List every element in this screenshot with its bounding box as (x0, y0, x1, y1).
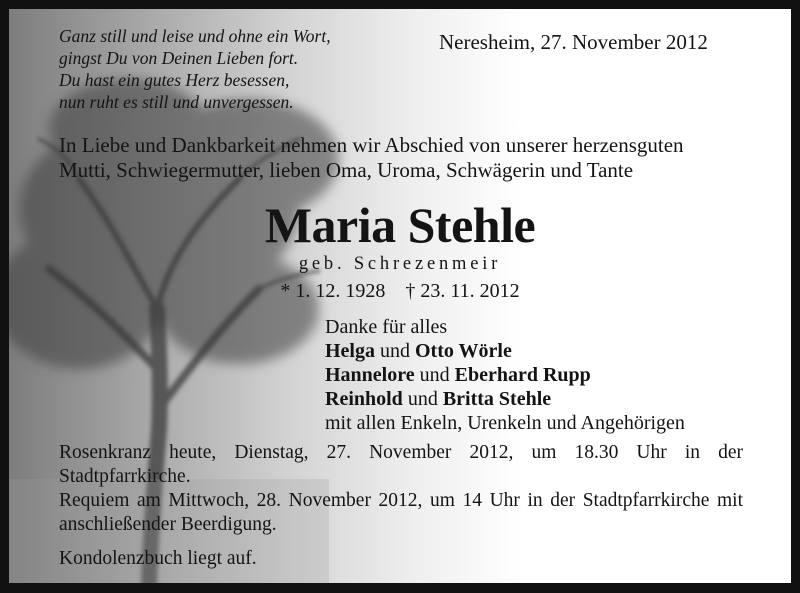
rosary-notice: Rosenkranz heute, Dienstag, 27. November 2012, um 18.30 Uhr in der Stadtpfarrkirche. (59, 442, 743, 487)
place-and-date: Neresheim, 27. November 2012 (439, 30, 708, 54)
mourners-block (325, 315, 685, 435)
requiem-notice: Requiem am Mittwoch, 28. November 2012, um 14 Uhr in der Stadtpfarrkirche mit anschließender Beerdigung. (59, 490, 743, 535)
mourner-name: Otto Wörle (415, 340, 512, 362)
mourner-name: Britta Stehle (442, 388, 552, 410)
and-word: und (419, 364, 450, 386)
birth-date: 1. 12. 1928 (295, 280, 386, 302)
mourner-name: Helga (325, 340, 375, 362)
mourner-name: Reinhold (325, 388, 403, 410)
thanks-line: Danke für alles (325, 316, 448, 338)
mourner-pair (325, 363, 685, 387)
deceased-name: Maria Stehle (264, 197, 536, 253)
intro-line: Mutti, Schwiegermutter, lieben Oma, Uroma, Schwägerin und Tante (59, 158, 634, 182)
poem-line: Du hast ein gutes Herz besessen, (59, 70, 290, 90)
and-word: und (380, 340, 410, 362)
poem-line: Ganz still und leise und ohne ein Wort, (59, 26, 331, 46)
death-date: 23. 11. 2012 (420, 280, 520, 302)
mourner-pair (325, 387, 685, 411)
mourner-name: Hannelore (325, 364, 415, 386)
condolence-notice: Kondolenzbuch liegt auf. (59, 548, 257, 569)
and-word: und (407, 388, 438, 410)
farewell-intro (59, 133, 684, 183)
family-closing-line: mit allen Enkeln, Urenkeln und Angehörigen (325, 412, 685, 434)
intro-line: In Liebe und Dankbarkeit nehmen wir Abschied von unserer herzensguten (59, 133, 684, 157)
birth-star-symbol: * (280, 280, 291, 302)
maiden-name: geb. Schrezenmeir (298, 254, 502, 274)
poem-line: nun ruht es still und unvergessen. (59, 92, 294, 112)
memorial-poem (59, 25, 399, 113)
death-cross-symbol: † (405, 280, 416, 302)
service-details (59, 441, 743, 571)
life-dates (9, 280, 791, 303)
mourner-pair (325, 339, 685, 363)
mourner-name: Eberhard Rupp (454, 364, 591, 386)
poem-line: gingst Du von Deinen Lieben fort. (59, 48, 299, 68)
